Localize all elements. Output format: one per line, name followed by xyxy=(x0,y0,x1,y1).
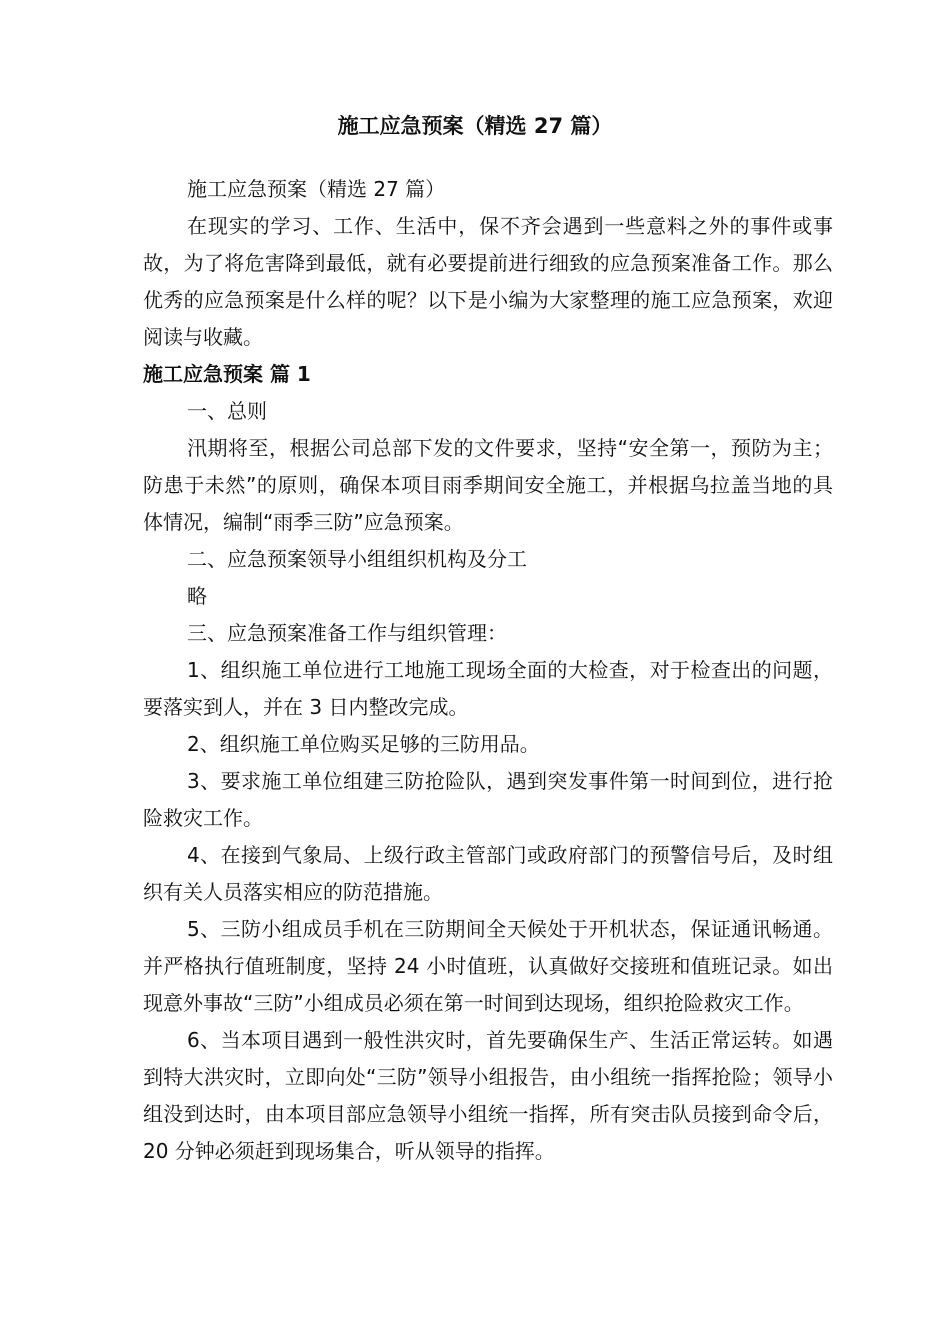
subsection-heading: 三、应急预案准备工作与组织管理： xyxy=(187,621,507,645)
body-paragraph: 略 xyxy=(187,584,207,608)
list-item: 3、要求施工单位组建三防抢险队，遇到突发事件第一时间到位，进行抢险救灾工作。 xyxy=(143,769,833,830)
list-item: 6、当本项目遇到一般性洪灾时，首先要确保生产、生活正常运转。如遇到特大洪灾时，立即向处“三防”领导小组报告，由小组统一指挥抢险；领导小组没到达时，由本项目部应急领导小组统一指挥，所有突击队员接到命令后，20 分钟必须赶到现场集合，听从领导的指挥。 xyxy=(143,1028,833,1163)
subsection-heading: 二、应急预案领导小组组织机构及分工 xyxy=(187,547,527,571)
list-item: 5、三防小组成员手机在三防期间全天候处于开机状态，保证通讯畅通。并严格执行值班制度，坚持 24 小时值班，认真做好交接班和值班记录。如出现意外事故“三防”小组成员必须在第一时间到达现场，组织抢险救灾工作。 xyxy=(143,917,833,1015)
subsection-heading: 一、总则 xyxy=(187,399,267,423)
list-item: 2、组织施工单位购买足够的三防用品。 xyxy=(187,732,540,756)
list-item: 4、在接到气象局、上级行政主管部门或政府部门的预警信号后，及时组织有关人员落实相应的防范措施。 xyxy=(143,843,833,904)
document-title: 施工应急预案（精选 27 篇） xyxy=(337,114,613,138)
list-item: 1、组织施工单位进行工地施工现场全面的大检查，对于检查出的问题，要落实到人，并在 3 日内整改完成。 xyxy=(143,658,833,719)
section-heading: 施工应急预案 篇 1 xyxy=(143,362,311,386)
subtitle-paragraph: 施工应急预案（精选 27 篇） xyxy=(187,177,446,201)
intro-paragraph: 在现实的学习、工作、生活中，保不齐会遇到一些意料之外的事件或事故，为了将危害降到最低，就有必要提前进行细致的应急预案准备工作。那么优秀的应急预案是什么样的呢？以下是小编为大家整理的施工应急预案，欢迎阅读与收藏。 xyxy=(143,214,833,349)
document-body xyxy=(143,171,833,1170)
body-paragraph: 汛期将至，根据公司总部下发的文件要求，坚持“安全第一，预防为主；防患于未然”的原则，确保本项目雨季期间安全施工，并根据乌拉盖当地的具体情况，编制“雨季三防”应急预案。 xyxy=(143,436,833,534)
